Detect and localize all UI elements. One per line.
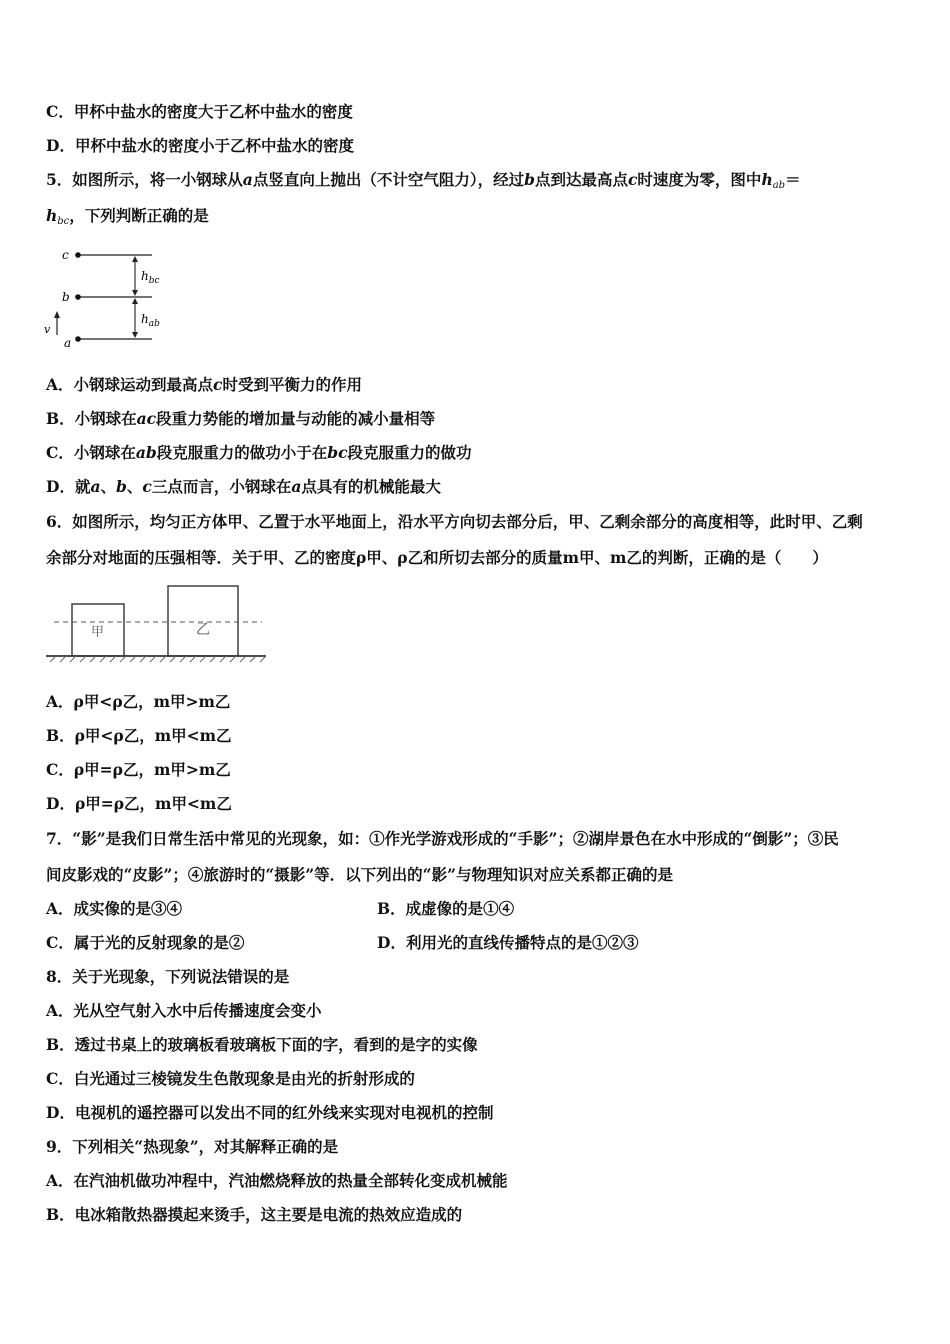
label-jia: 甲 — [91, 625, 105, 640]
label-b: b — [62, 290, 70, 304]
label-c: c — [62, 248, 69, 262]
q7-option-c: C．属于光的反射现象的是② — [46, 933, 245, 952]
q9-option-a: A．在汽油机做功冲程中，汽油燃烧释放的热量全部转化变成机械能 — [46, 1171, 508, 1190]
q6-stem-line2: 余部分对地面的压强相等．关于甲、乙的密度ρ甲、ρ乙和所切去部分的质量m甲、m乙的判断，正确的是（ ） — [46, 548, 828, 567]
label-h-bc: $h_{bc}$ — [141, 269, 160, 286]
q8-option-a: A．光从空气射入水中后传播速度会变小 — [46, 1001, 322, 1020]
q4-option-d: D．甲杯中盐水的密度小于乙杯中盐水的密度 — [46, 136, 354, 155]
label-h-ab: $h_{ab}$ — [141, 312, 160, 329]
point-b-dot — [75, 294, 81, 300]
q7-option-b: B．成虚像的是①④ — [377, 899, 515, 918]
q9-stem: 9．下列相关“热现象”，对其解释正确的是 — [46, 1137, 339, 1156]
label-a: a — [64, 336, 72, 350]
point-c-dot — [75, 252, 81, 258]
q5-figure-ball-heights — [40, 244, 170, 350]
q8-option-d: D．电视机的遥控器可以发出不同的红外线来实现对电视机的控制 — [46, 1103, 494, 1122]
q7-stem-line1: 7．“影”是我们日常生活中常见的光现象，如：①作光学游戏形成的“手影”；②湖岸景色在水中形成的“倒影”；③民 — [46, 829, 839, 848]
q6-figure-cubes — [46, 582, 270, 666]
ground-hatch — [50, 656, 266, 662]
q7-option-a: A．成实像的是③④ — [46, 899, 183, 918]
q6-option-b: B．ρ甲<ρ乙，m甲<m乙 — [46, 726, 232, 745]
q5-stem-line1: 5．如图所示，将一小钢球从a点竖直向上抛出（不计空气阻力），经过b点到达最高点c时速度为零，图中$h_{ab}=$ — [46, 170, 801, 191]
q9-option-b: B．电冰箱散热器摸起来烫手，这主要是电流的热效应造成的 — [46, 1205, 463, 1224]
q5-stem-line2: $h_{bc}$，下列判断正确的是 — [46, 206, 209, 227]
q6-option-d: D．ρ甲=ρ乙，m甲<m乙 — [46, 794, 232, 813]
q8-option-c: C．白光通过三棱镜发生色散现象是由光的折射形成的 — [46, 1069, 415, 1088]
label-yi: 乙 — [196, 622, 210, 638]
q5-option-a: A．小钢球运动到最高点c时受到平衡力的作用 — [46, 375, 362, 394]
q6-option-c: C．ρ甲=ρ乙，m甲>m乙 — [46, 760, 231, 779]
q7-option-d: D．利用光的直线传播特点的是①②③ — [377, 933, 639, 952]
q8-stem: 8．关于光现象，下列说法错误的是 — [46, 967, 290, 986]
q6-stem-line1: 6．如图所示，均匀正方体甲、乙置于水平地面上，沿水平方向切去部分后，甲、乙剩余部分的高度相等，此时甲、乙剩 — [46, 512, 863, 531]
q6-option-a: A．ρ甲<ρ乙，m甲>m乙 — [46, 692, 231, 711]
q8-option-b: B．透过书桌上的玻璃板看玻璃板下面的字，看到的是字的实像 — [46, 1035, 478, 1054]
q7-stem-line2: 间皮影戏的“皮影”；④旅游时的“摄影”等．以下列出的“影”与物理知识对应关系都正确的是 — [46, 865, 673, 884]
q5-option-b: B．小钢球在ac段重力势能的增加量与动能的减小量相等 — [46, 409, 436, 428]
point-a-dot — [75, 336, 81, 342]
cube-yi — [168, 586, 238, 656]
q5-option-d: D．就a、b、c三点而言，小钢球在a点具有的机械能最大 — [46, 477, 441, 496]
label-v: v — [44, 323, 51, 336]
q4-option-c: C．甲杯中盐水的密度大于乙杯中盐水的密度 — [46, 102, 353, 121]
q5-option-c: C．小钢球在ab段克服重力的做功小于在bc段克服重力的做功 — [46, 443, 472, 462]
